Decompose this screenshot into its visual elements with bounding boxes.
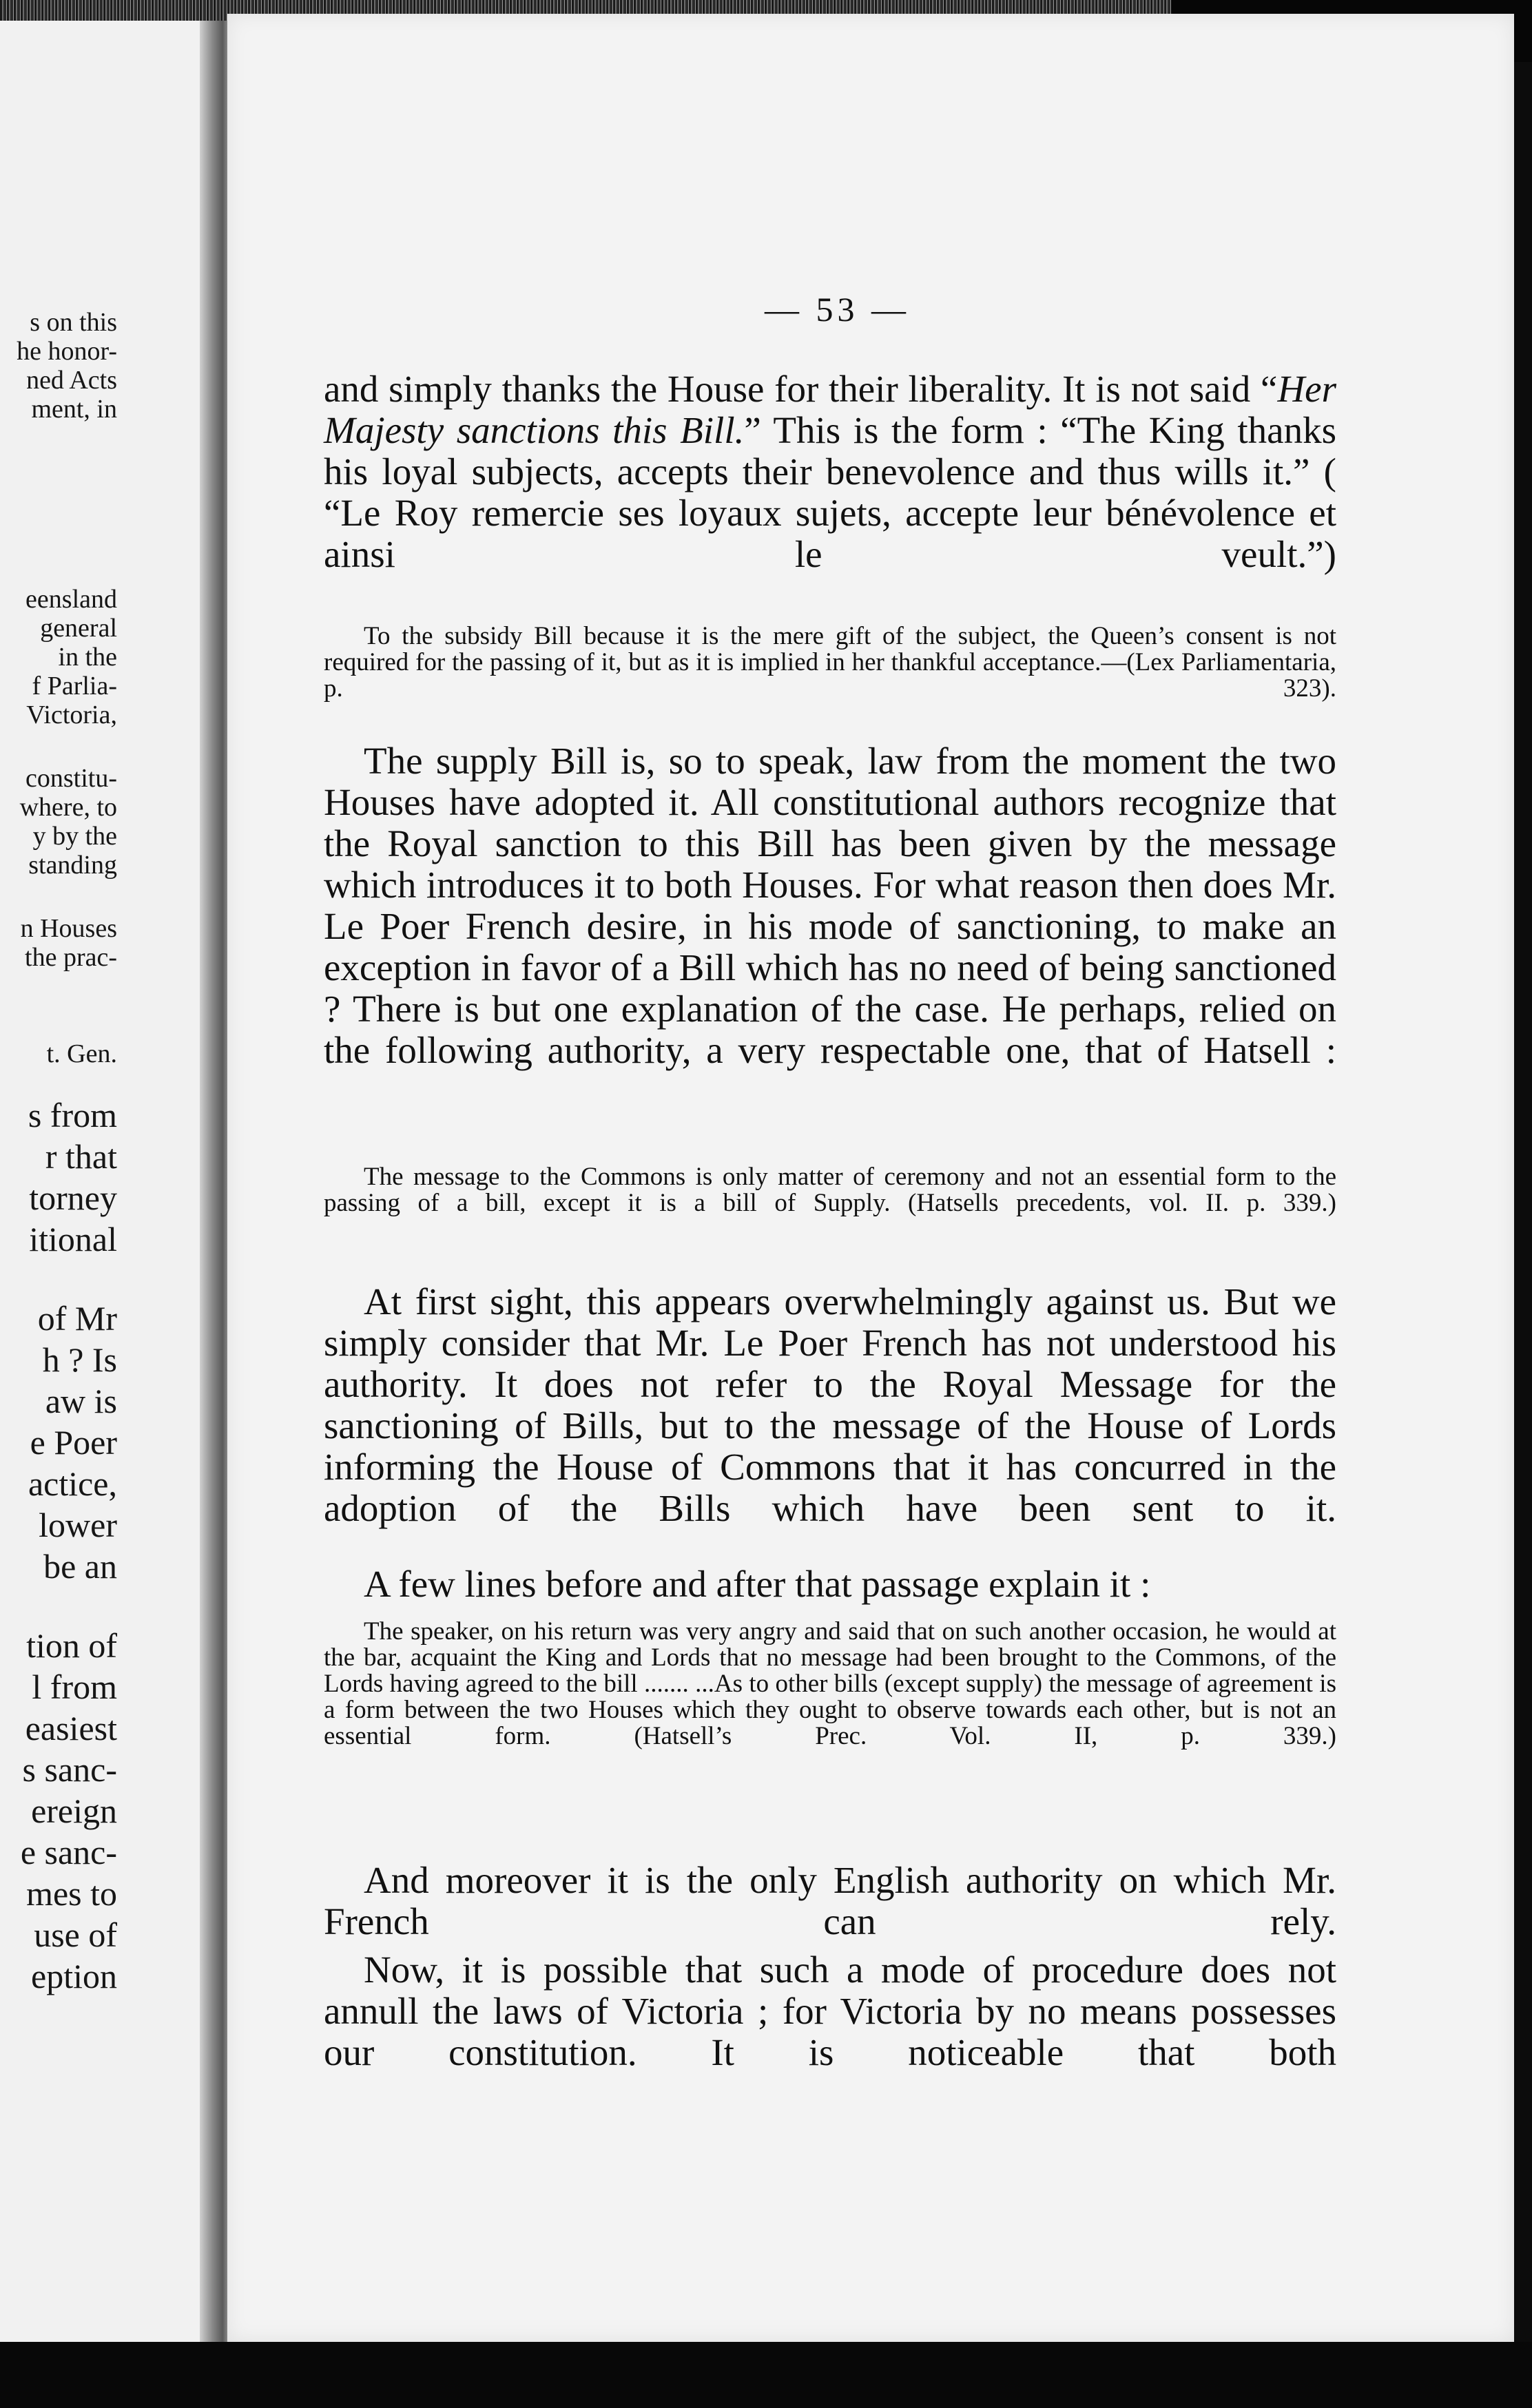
paragraph-1 (324, 369, 1336, 575)
left-page-line: e Poer (30, 1423, 117, 1462)
left-page-line: eensland (25, 585, 117, 614)
paragraph-4: A few lines before and after that passage explain it : (364, 1563, 1151, 1605)
footnote-lex-parliamentaria: To the subsidy Bill because it is the mere gift of the subject, the Queen’s consent is not required for the passing of it, but as it is implied in her thankful acceptance.—(Lex Parliamentaria, p. 323). (324, 622, 1336, 703)
paragraph-3: At first sight, this appears overwhelmingly against us. But we simply consider that Mr. Le Poer French has not understood his authority. It does not refer to the Royal Message for the sanctioning of Bills, but to the message of the House of Lords informing the House of Commons that it has concurred in the adoption of the Bills which have been sent to it. (324, 1280, 1336, 1529)
left-page-line: h ? Is (42, 1340, 117, 1379)
paragraph-5: And moreover it is the only English authority on which Mr. French can rely. (324, 1859, 1336, 1942)
left-page-line: use of (34, 1916, 117, 1954)
left-page-line: mes to (26, 1874, 117, 1913)
facing-page-left (0, 21, 220, 2342)
left-page-line: tion of (26, 1626, 117, 1665)
paragraph-2: The supply Bill is, so to speak, law from the moment the two Houses have adopted it. All constitutional authors recognize that the Royal sanction to this Bill has been given by the message which introduces it to both Houses. For what reason then does Mr. Le Poer French desire, in his mode of sanctioning, to make an exception in favor of a Bill which has no need of being sanctioned ? There is but one explanation of the case. He perhaps, relied on the following authority, a very respectable one, that of Hatsell : (324, 740, 1336, 1071)
left-page-line: be an (43, 1547, 117, 1586)
left-page-line: he honor- (17, 337, 117, 366)
left-page-line: r that (45, 1137, 117, 1176)
left-page-line: s sanc- (22, 1750, 117, 1789)
left-page-line: torney (29, 1179, 117, 1217)
left-page-line: ereign (31, 1792, 117, 1830)
footnote-hatsell-2: The speaker, on his return was very angry and said that on such another occasion, he would at the bar, acquaint the King and Lords that no message had been brought to the Commons, of the Lords having agreed to the bill ....... ...As to other bills (except supply) the message of agreement is a form between the two Houses which they ought to observe towards each other, but is not an essential form. (Hatsell’s Prec. Vol. II, p. 339.) (324, 1617, 1336, 1750)
left-page-line: ned Acts (26, 366, 117, 395)
left-page-line: l from (32, 1668, 117, 1706)
scan-bottom-edge (0, 2342, 1532, 2408)
paragraph-1-end: ” This is the form : “The King thanks his loyal subjects, accepts their benevolence and thus wills it.” ( “Le Roy remercie ses loyaux sujets, accepte leur bénévolence et ainsi le veult.”) (324, 409, 1336, 575)
left-page-line: ment, in (31, 395, 117, 424)
left-page-line: the prac- (25, 943, 117, 972)
left-page-line: eption (31, 1957, 117, 1995)
left-page-line: easiest (25, 1709, 117, 1747)
italic-quote: Her Majesty sanctions this Bill. (324, 368, 1336, 451)
left-page-line: s from (28, 1096, 117, 1134)
left-page-line: in the (58, 643, 117, 672)
left-page-line: of Mr (37, 1299, 117, 1338)
left-page-line: n Houses (20, 914, 117, 943)
left-page-line: s on this (30, 308, 117, 337)
left-page-line: actice, (28, 1464, 117, 1503)
left-page-line: t. Gen. (46, 1039, 117, 1068)
left-page-line: lower (39, 1506, 117, 1544)
footnote-hatsell-1: The message to the Commons is only matter of ceremony and not an essential form to the passing of a bill, except it is a bill of Supply. (Hatsells precedents, vol. II. p. 339.) (324, 1163, 1336, 1217)
left-page-line: y by the (32, 822, 117, 851)
left-page-line: general (40, 614, 117, 643)
left-page-line: itional (29, 1220, 117, 1258)
left-page-line: e sanc- (20, 1833, 117, 1871)
left-page-line: standing (28, 851, 117, 880)
left-page-line: f Parlia- (32, 672, 117, 700)
left-page-line: where, to (19, 793, 117, 822)
left-page-line: aw is (45, 1382, 117, 1420)
left-page-line: constitu- (25, 764, 117, 793)
page-number: — 53 — (765, 290, 910, 329)
paragraph-6: Now, it is possible that such a mode of procedure does not annull the laws of Victoria ; for Victoria by no means possesses our constitution. It is noticeable that both (324, 1949, 1336, 2073)
left-page-line: Victoria, (26, 700, 117, 729)
paragraph-1-start: and simply thanks the House for their liberality. It is not said “ (324, 368, 1278, 410)
